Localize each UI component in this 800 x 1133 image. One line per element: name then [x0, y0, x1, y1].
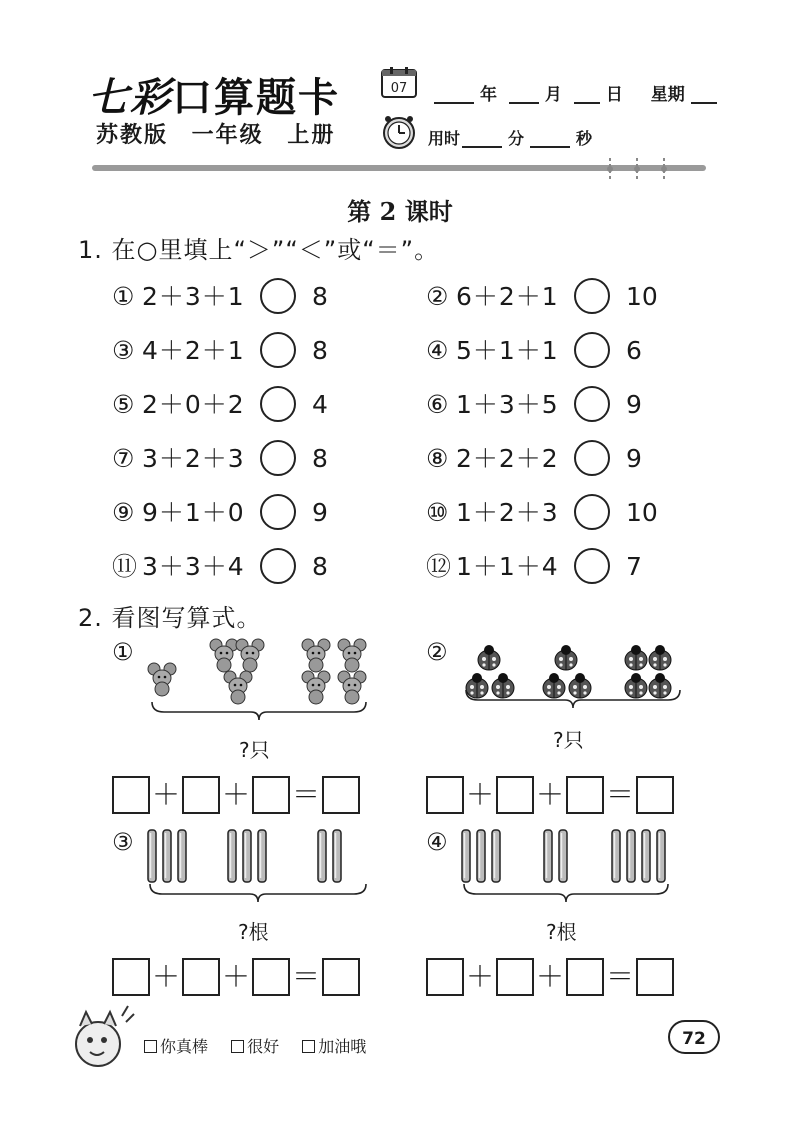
lesson-title: 第 2 课时: [347, 197, 453, 226]
problem-number: ④: [426, 828, 448, 856]
ladybug-icon: [625, 673, 647, 698]
mouse-icon: [338, 639, 366, 672]
comparison-item: [112, 385, 328, 425]
edition-label: 苏教版 一年级 上册: [96, 123, 336, 148]
equals-sign: ＝: [605, 960, 634, 993]
problem-number: ①: [112, 638, 134, 666]
answer-circle[interactable]: [260, 332, 296, 368]
compare-value: 7: [626, 552, 642, 581]
equation-row: [426, 958, 674, 998]
counting-stick-icon: [228, 830, 236, 882]
brand-title: [88, 66, 340, 123]
comparison-item: [426, 547, 642, 587]
mouse-icon: [338, 671, 366, 704]
plus-sign: ＋: [465, 778, 494, 811]
answer-box[interactable]: [636, 958, 674, 996]
comparison-item: [112, 331, 328, 371]
counting-stick-icon: [163, 830, 171, 882]
item-number: ⑦: [112, 444, 135, 473]
mouse-icon: [302, 671, 330, 704]
checkbox[interactable]: [302, 1040, 315, 1053]
ladybug-icon: [543, 673, 565, 698]
compare-value: 8: [312, 282, 328, 311]
question-label: ?根: [546, 920, 577, 944]
expression: 1＋1＋4: [456, 552, 559, 581]
comparison-item: [426, 277, 658, 317]
brace: [464, 884, 668, 902]
answer-box[interactable]: [252, 776, 290, 814]
plus-sign: ＋: [465, 960, 494, 993]
question-label: ?只: [239, 738, 270, 762]
answer-box[interactable]: [322, 776, 360, 814]
expression: 4＋2＋1: [142, 336, 245, 365]
plus-sign: ＋: [535, 778, 564, 811]
compare-value: 10: [626, 498, 658, 527]
answer-box[interactable]: [636, 776, 674, 814]
answer-box[interactable]: [566, 958, 604, 996]
month-blank[interactable]: [509, 84, 539, 104]
counting-stick-icon: [462, 830, 470, 882]
page-number: 72: [668, 1020, 720, 1054]
checkbox[interactable]: [231, 1040, 244, 1053]
mascot-character-icon: [66, 1004, 136, 1074]
month-label: 月: [544, 85, 562, 105]
option-keep-going[interactable]: 加油哦: [302, 1037, 366, 1056]
self-evaluation-options: [144, 1034, 384, 1057]
answer-circle[interactable]: [260, 494, 296, 530]
divider-ornament: [605, 158, 615, 180]
year-label: 年: [480, 85, 497, 105]
compare-value: 9: [626, 390, 642, 419]
plus-sign: ＋: [151, 778, 180, 811]
compare-value: 8: [312, 552, 328, 581]
ladybug-icon: [555, 645, 577, 670]
answer-box[interactable]: [566, 776, 604, 814]
compare-value: 6: [626, 336, 642, 365]
answer-circle[interactable]: [260, 386, 296, 422]
answer-circle[interactable]: [260, 440, 296, 476]
mouse-icon: [224, 671, 252, 704]
year-blank[interactable]: [434, 84, 474, 104]
plus-sign: ＋: [535, 960, 564, 993]
answer-box[interactable]: [322, 958, 360, 996]
counting-stick-icon: [657, 830, 665, 882]
answer-box[interactable]: [496, 776, 534, 814]
answer-circle[interactable]: [574, 440, 610, 476]
expression: 3＋2＋3: [142, 444, 245, 473]
expression: 5＋1＋1: [456, 336, 559, 365]
second-blank[interactable]: [530, 128, 570, 148]
counting-stick-icon: [243, 830, 251, 882]
brand-tail: 口算题卡: [172, 74, 340, 121]
time-prefix: 用时: [428, 129, 461, 148]
ladybug-icon: [569, 673, 591, 698]
option-good[interactable]: 很好: [231, 1037, 279, 1056]
equation-row: [426, 776, 674, 816]
answer-circle[interactable]: [260, 548, 296, 584]
compare-value: 4: [312, 390, 328, 419]
comparison-item: [426, 331, 642, 371]
answer-box[interactable]: [182, 776, 220, 814]
ladybug-icon: [625, 645, 647, 670]
day-label: 日: [605, 85, 623, 105]
section-2-title: 2. 看图写算式。: [78, 604, 262, 632]
counting-stick-icon: [544, 830, 552, 882]
expression: 2＋2＋2: [456, 444, 559, 473]
answer-circle[interactable]: [260, 278, 296, 314]
counting-stick-icon: [559, 830, 567, 882]
item-number: ⑤: [112, 390, 135, 419]
expression: 9＋1＋0: [142, 498, 245, 527]
problem-number: ②: [426, 638, 448, 666]
question-label: ?根: [238, 920, 269, 944]
section-1-title: 1. 在○里填上“＞”“＜”或“＝”。: [78, 236, 440, 264]
equation-row: [112, 958, 360, 998]
option-great[interactable]: 你真棒: [144, 1037, 208, 1056]
answer-box[interactable]: [112, 958, 150, 996]
counting-stick-icon: [492, 830, 500, 882]
compare-value: 9: [312, 498, 328, 527]
answer-box[interactable]: [426, 776, 464, 814]
question-label: ?只: [553, 728, 584, 752]
weekday-blank[interactable]: [691, 84, 717, 104]
plus-sign: ＋: [151, 960, 180, 993]
comparison-item: [426, 385, 642, 425]
mouse-icon: [302, 639, 330, 672]
checkbox[interactable]: [144, 1040, 157, 1053]
day-blank[interactable]: [574, 84, 600, 104]
weekday-label: 星期: [650, 85, 685, 105]
item-number: ⑧: [426, 444, 449, 473]
answer-box[interactable]: [496, 958, 534, 996]
date-fill-line: [428, 80, 723, 105]
item-number: ②: [426, 282, 449, 311]
item-number: ⑥: [426, 390, 449, 419]
item-number: ④: [426, 336, 449, 365]
brace: [152, 702, 366, 720]
ladybug-icon: [492, 673, 514, 698]
answer-circle[interactable]: [574, 386, 610, 422]
expression: 1＋2＋3: [456, 498, 559, 527]
compare-value: 8: [312, 336, 328, 365]
ladybug-icon: [649, 673, 671, 698]
answer-box[interactable]: [112, 776, 150, 814]
minute-blank[interactable]: [462, 128, 502, 148]
answer-circle[interactable]: [574, 548, 610, 584]
ladybug-icon: [466, 673, 488, 698]
expression: 6＋2＋1: [456, 282, 559, 311]
expression: 1＋3＋5: [456, 390, 559, 419]
compare-value: 8: [312, 444, 328, 473]
mouse-icon: [236, 639, 264, 672]
comparison-item: [112, 439, 328, 479]
time-fill-line: [428, 126, 592, 149]
ladybug-icon: [649, 645, 671, 670]
calendar-day: 07: [390, 81, 408, 96]
plus-sign: ＋: [221, 960, 250, 993]
compare-value: 9: [626, 444, 642, 473]
answer-circle[interactable]: [574, 332, 610, 368]
counting-stick-icon: [148, 830, 156, 882]
plus-sign: ＋: [221, 778, 250, 811]
answer-box[interactable]: [182, 958, 220, 996]
answer-box[interactable]: [252, 958, 290, 996]
counting-stick-icon: [627, 830, 635, 882]
compare-value: 10: [626, 282, 658, 311]
counting-stick-icon: [477, 830, 485, 882]
answer-circle[interactable]: [574, 278, 610, 314]
calendar-icon: [381, 66, 417, 98]
comparison-item: [426, 493, 658, 533]
item-number: ③: [112, 336, 135, 365]
item-number: ⑫: [426, 552, 452, 581]
brace: [150, 884, 366, 902]
answer-box[interactable]: [426, 958, 464, 996]
comparison-item: [112, 277, 328, 317]
problem-number: ③: [112, 828, 134, 856]
counting-stick-icon: [178, 830, 186, 882]
expression: 2＋0＋2: [142, 390, 245, 419]
item-number: ⑩: [426, 498, 449, 527]
comparison-item: [112, 547, 328, 587]
divider-ornament: [659, 158, 669, 180]
counting-stick-icon: [642, 830, 650, 882]
divider-ornament: [632, 158, 642, 180]
ladybug-icon: [478, 645, 500, 670]
counting-stick-icon: [258, 830, 266, 882]
comparison-item: [426, 439, 642, 479]
equals-sign: ＝: [291, 960, 320, 993]
item-number: ①: [112, 282, 135, 311]
minute-label: 分: [508, 129, 525, 148]
equals-sign: ＝: [291, 778, 320, 811]
mouse-icon: [148, 663, 176, 696]
expression: 3＋3＋4: [142, 552, 245, 581]
comparison-item: [112, 493, 328, 533]
item-number: ⑨: [112, 498, 135, 527]
clock-icon: [381, 114, 417, 150]
equation-row: [112, 776, 360, 816]
second-label: 秒: [576, 129, 593, 148]
expression: 2＋3＋1: [142, 282, 245, 311]
brand-lead: 七彩: [88, 74, 172, 121]
counting-stick-icon: [612, 830, 620, 882]
answer-circle[interactable]: [574, 494, 610, 530]
mouse-icon: [210, 639, 238, 672]
brace: [466, 690, 680, 708]
item-number: ⑪: [112, 552, 138, 581]
counting-stick-icon: [318, 830, 326, 882]
equals-sign: ＝: [605, 778, 634, 811]
counting-stick-icon: [333, 830, 341, 882]
